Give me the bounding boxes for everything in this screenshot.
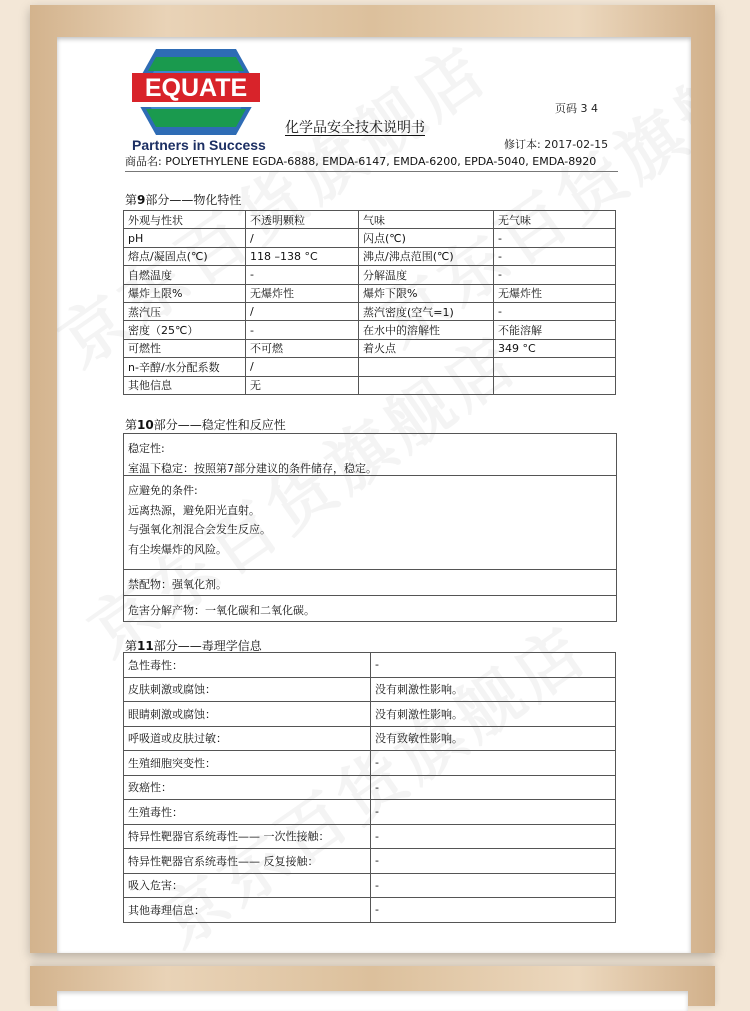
property-value: 不透明颗粒: [246, 211, 359, 229]
toxicology-label: 急性毒性：: [124, 653, 371, 678]
property-row: [124, 358, 616, 376]
property-row: [124, 302, 616, 320]
toxicology-label: 特异性靶器官系统毒性—— 一次性接触：: [124, 824, 371, 849]
property-label: 外观与性状: [124, 211, 246, 229]
toxicology-row: [124, 873, 616, 898]
toxicology-row: [124, 653, 616, 678]
stability-cell: 稳定性: 室温下稳定：按照第7部分建议的条件储存，稳定。: [124, 434, 616, 476]
property-label: 沸点/沸点范围(℃): [359, 247, 494, 265]
property-label: 自燃温度: [124, 266, 246, 284]
document-title: 化学品安全技术说明书: [285, 120, 425, 136]
property-label: 其他信息: [124, 376, 246, 394]
toxicology-label: 生殖毒性：: [124, 800, 371, 825]
property-value: -: [246, 266, 359, 284]
property-value: 无爆炸性: [494, 284, 616, 302]
toxicology-value: -: [371, 775, 616, 800]
toxicology-label: 吸入危害：: [124, 873, 371, 898]
property-label: 密度（25℃）: [124, 321, 246, 339]
property-value: /: [246, 229, 359, 247]
property-row: [124, 247, 616, 265]
property-value: /: [246, 358, 359, 376]
property-row: [124, 376, 616, 394]
property-label: n-辛醇/水分配系数: [124, 358, 246, 376]
toxicology-row: [124, 751, 616, 776]
toxicology-label: 皮肤刺激或腐蚀：: [124, 677, 371, 702]
property-label: 爆炸下限%: [359, 284, 494, 302]
toxicology-row: [124, 726, 616, 751]
property-value: 349 °C: [494, 339, 616, 357]
toxicology-row: [124, 677, 616, 702]
picture-frame-lower: [30, 966, 715, 1006]
toxicology-row: [124, 800, 616, 825]
toxicology-value: 没有致敏性影响。: [371, 726, 616, 751]
toxicology-value: -: [371, 751, 616, 776]
property-value: 无: [246, 376, 359, 394]
toxicology-value: 没有刺激性影响。: [371, 702, 616, 727]
revision-date: 修订本: 2017-02-15: [504, 138, 609, 151]
toxicology-label: 生殖细胞突变性：: [124, 751, 371, 776]
property-row: [124, 284, 616, 302]
property-label: 蒸汽压: [124, 302, 246, 320]
section-9-title: 第9部分——物化特性: [125, 193, 242, 207]
decomposition-products-cell: 危害分解产物：一氧化碳和二氧化碳。: [128, 604, 315, 617]
property-label: 着火点: [359, 339, 494, 357]
toxicology-value: -: [371, 873, 616, 898]
property-label: pH: [124, 229, 246, 247]
property-value: 不能溶解: [494, 321, 616, 339]
property-label: 在水中的溶解性: [359, 321, 494, 339]
property-label: 蒸汽密度(空气=1): [359, 302, 494, 320]
toxicology-value: -: [371, 849, 616, 874]
property-value: -: [246, 321, 359, 339]
property-label: 熔点/凝固点(℃): [124, 247, 246, 265]
property-row: [124, 229, 616, 247]
stability-block: [123, 433, 617, 622]
tagline: Partners in Success: [132, 137, 266, 153]
property-value: /: [246, 302, 359, 320]
toxicology-label: 眼睛刺激或腐蚀：: [124, 702, 371, 727]
toxicology-value: -: [371, 800, 616, 825]
property-value: 118 –138 °C: [246, 247, 359, 265]
page-number: 页码 3 4: [555, 102, 598, 115]
property-value: [494, 358, 616, 376]
property-label: 分解温度: [359, 266, 494, 284]
svg-text:EQUATE: EQUATE: [144, 74, 248, 102]
toxicology-row: [124, 702, 616, 727]
property-row: [124, 211, 616, 229]
toxicology-value: 没有刺激性影响。: [371, 677, 616, 702]
property-value: 无爆炸性: [246, 284, 359, 302]
equate-logo: [132, 49, 260, 135]
toxicology-row: [124, 849, 616, 874]
property-label: [359, 358, 494, 376]
toxicology-value: -: [371, 824, 616, 849]
property-label: 闪点(℃): [359, 229, 494, 247]
property-label: [359, 376, 494, 394]
toxicology-row: [124, 898, 616, 923]
property-row: [124, 321, 616, 339]
toxicology-label: 特异性靶器官系统毒性—— 反复接触：: [124, 849, 371, 874]
toxicology-value: -: [371, 898, 616, 923]
property-value: -: [494, 266, 616, 284]
physical-properties-table: [123, 210, 616, 395]
section-11-title: 第11部分——毒理学信息: [125, 639, 262, 653]
incompatible-materials-cell: 禁配物：强氧化剂。: [124, 570, 616, 596]
toxicology-label: 其他毒理信息：: [124, 898, 371, 923]
property-value: 不可燃: [246, 339, 359, 357]
property-value: -: [494, 229, 616, 247]
section-10-title: 第10部分——稳定性和反应性: [125, 418, 286, 432]
property-label: 气味: [359, 211, 494, 229]
property-row: [124, 339, 616, 357]
property-row: [124, 266, 616, 284]
toxicology-table: [123, 652, 616, 923]
document-paper: [57, 37, 691, 953]
property-value: -: [494, 247, 616, 265]
toxicology-row: [124, 824, 616, 849]
property-value: [494, 376, 616, 394]
property-label: 可燃性: [124, 339, 246, 357]
toxicology-row: [124, 775, 616, 800]
toxicology-value: -: [371, 653, 616, 678]
avoid-conditions-cell: 应避免的条件: 远离热源，避免阳光直射。 与强氧化剂混合会发生反应。 有尘埃爆炸的风险。: [124, 476, 616, 570]
property-value: -: [494, 302, 616, 320]
property-value: 无气味: [494, 211, 616, 229]
product-name: 商品名: POLYETHYLENE EGDA-6888, EMDA-6147, EMDA-6200, EPDA-5040, EMDA-8920: [125, 153, 618, 172]
property-label: 爆炸上限%: [124, 284, 246, 302]
toxicology-label: 致癌性：: [124, 775, 371, 800]
toxicology-label: 呼吸道或皮肤过敏：: [124, 726, 371, 751]
